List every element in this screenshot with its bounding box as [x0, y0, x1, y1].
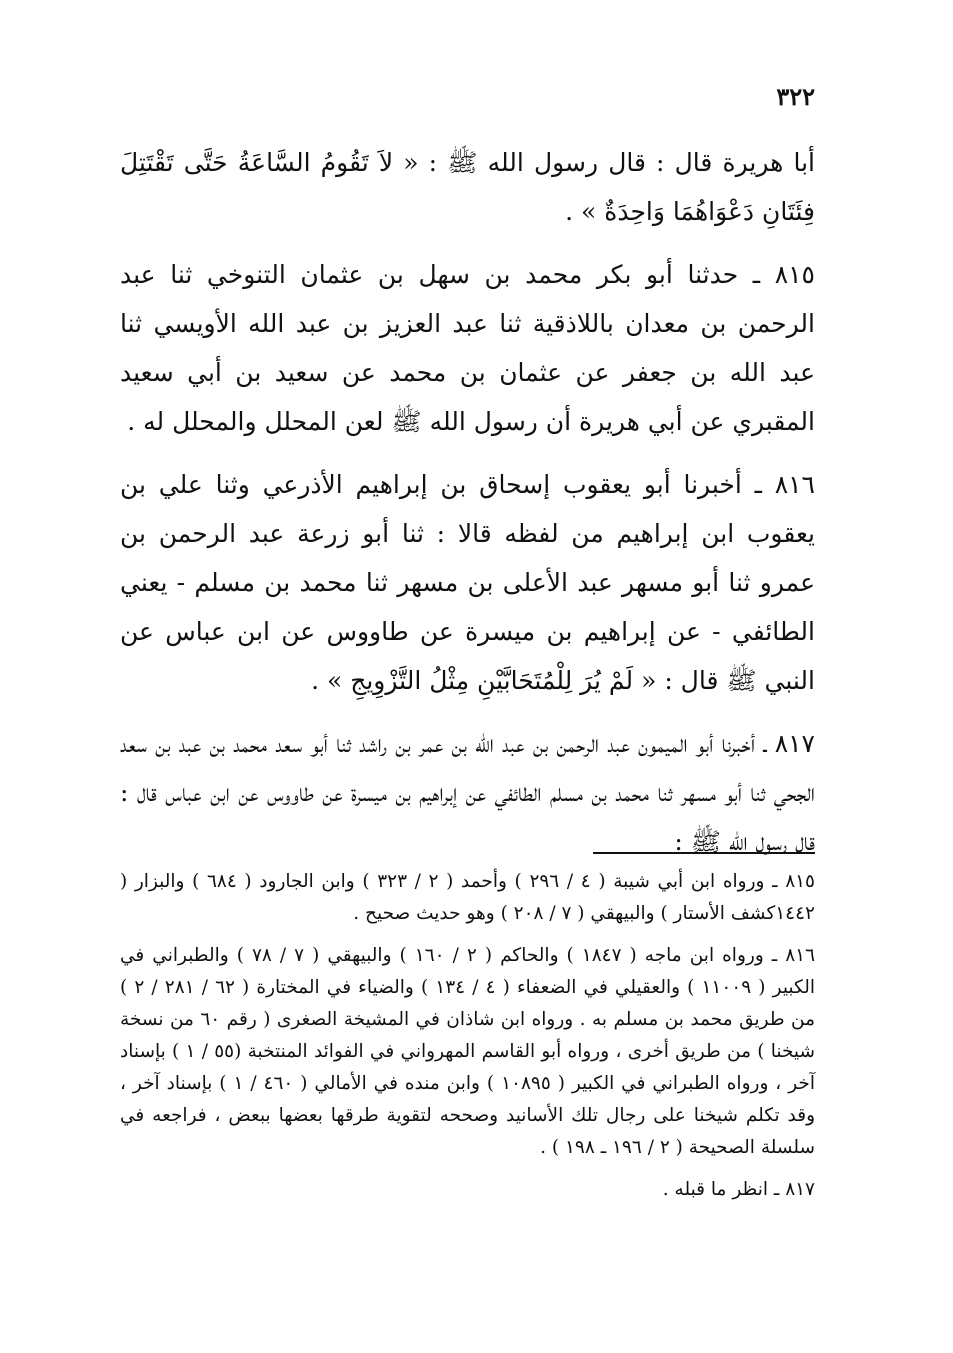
- footnote-816: ٨١٦ ـ ورواه ابن ماجه ( ١٨٤٧ ) والحاكم ( ٢ / ١٦٠ ) والبيهقي ( ٧ / ٧٨ ) والطبراني في الكبير ( ١١٠٠٩ ) والعقيلي في الضعفاء ( ٤ / ١٣٤ ) والضياء في المختارة ( ٦٢ / ٢٨١ / ٢ ) من طريق محمد بن مسلم به . ورواه ابن شاذان في المشيخة الصغرى ( رقم ٦٠ من نسخة شيخنا ) من طريق أخرى ، ورواه أبو القاسم المهرواني في الفوائد المنتخبة (٥٥ / ١ ) بإسناد آخر ، ورواه الطبراني في الكبير ( ١٠٨٩٥ ) وابن منده في الأمالي ( ٤٦٠ / ١ ) بإسناد آخر ، وقد تكلم شيخنا على رجال تلك الأسانيد وصححه لتقوية طرقها بعضها ببعض ، فراجعه في سلسلة الصحيحة ( ٢ / ١٩٦ ـ ١٩٨ ) .: [120, 945, 816, 1158]
- paragraph-817: ٨١٧ ـ أخبرنا أبو الميمون عبد الرحمن بن عبد الله بن عمر بن راشد ثنا أبو سعد محمد بن عبد بن سعد الجحي ثنا أبو مسهر ثنا محمد بن مسلم الطائفي عن إبراهيم بن ميسرة عن طاووس عن ابن عباس قال : قال رسول الله ﷺ :: [120, 729, 815, 856]
- paragraph-hadith-end: أبا هريرة قال : قال رسول الله ﷺ : « لاَ تَقُومُ السَّاعَةُ حَتَّى تَقْتَتِلَ فِئَتَانِ دَعْوَاهُمَا وَاحِدَةٌ » .: [120, 148, 815, 226]
- footnote-divider: [593, 852, 815, 854]
- paragraph-816: ٨١٦ ـ أخبرنا أبو يعقوب إسحاق بن إبراهيم الأذرعي وثنا علي بن يعقوب ابن إبراهيم من لفظه قالا : ثنا أبو زرعة عبد الرحمن بن عمرو ثنا أبو مسهر عبد الأعلى بن مسهر ثنا محمد بن مسلم - يعني الطائفي - عن إبراهيم بن ميسرة عن طاووس عن ابن عباس عن النبي ﷺ قال : « لَمْ يُرَ لِلْمُتَحَابَّيْنِ مِثْلُ التَّزْوِيجِ » .: [120, 470, 815, 695]
- footnote-815: ٨١٥ ـ ورواه ابن أبي شيبة ( ٤ / ٢٩٦ ) وأحمد ( ٢ / ٣٢٣ ) وابن الجارود ( ٦٨٤ ) والبزار ( ١٤٤٢كشف الأستار ) والبيهقي ( ٧ / ٢٠٨ ) وهو حديث صحيح .: [120, 871, 815, 924]
- footnote-817: ٨١٧ ـ انظر ما قبله .: [662, 1179, 815, 1200]
- page-number: ٣٢٢: [776, 82, 815, 111]
- paragraph-815: ٨١٥ ـ حدثنا أبو بكر محمد بن سهل بن عثمان التنوخي ثنا عبد الرحمن بن معدان باللاذقية ثنا عبد العزيز بن عبد الله الأويسي ثنا عبد الله بن جعفر عن عثمان بن محمد عن سعيد بن أبي سعيد المقبري عن أبي هريرة أن رسول الله ﷺ لعن المحلل والمحلل له .: [120, 260, 815, 436]
- footnotes: [120, 866, 815, 1216]
- main-text: [120, 138, 815, 880]
